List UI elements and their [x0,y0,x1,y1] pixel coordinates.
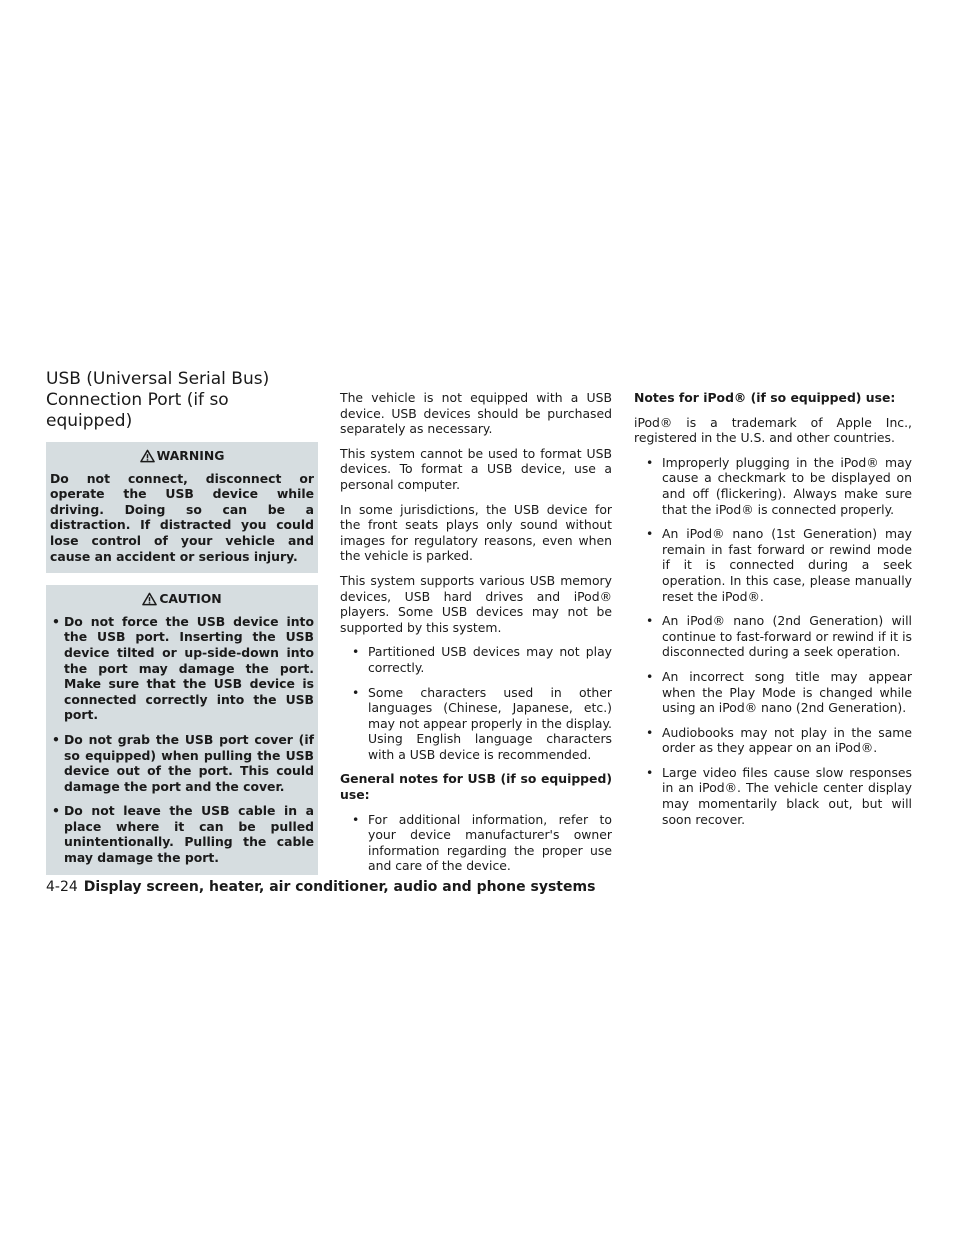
caution-box [46,585,318,875]
list-item: • Audiobooks may not play in the same order as they appear on an iPod®. [634,725,912,756]
section-title-line1: USB (Universal Serial Bus) [46,369,270,389]
warning-heading: WARNING [50,448,314,464]
caution-triangle-icon [142,592,157,606]
bullet-list [340,644,612,762]
list-item: • For additional information, refer to your device manufacturer's owner information regarding the proper use and care of the device. [340,812,612,874]
caution-item: • Do not leave the USB cable in a place where it can be pulled unintentionally. Pulling the cable may damage the port. [50,803,314,865]
section-title [46,369,318,432]
list-item: • Partitioned USB devices may not play correctly. [340,644,612,675]
warning-triangle-icon [140,449,155,463]
list-item: • Large video files cause slow responses in an iPod®. The vehicle center display may momentarily black out, but will soon recover. [634,765,912,827]
page-footer [46,878,595,896]
page-number: 4-24 [46,879,78,895]
bullet-list [634,455,912,827]
paragraph: This system cannot be used to format USB devices. To format a USB device, use a personal computer. [340,445,612,492]
list-item: • Some characters used in other languages (Chinese, Japanese, etc.) may not appear properly in the display. Using English language characters with a USB device is recommended. [340,685,612,763]
caution-heading: CAUTION [50,591,314,607]
list-item: • An iPod® nano (2nd Generation) will continue to fast-forward or rewind if it is disconnected during a seek operation. [634,613,912,660]
warning-text: Do not connect, disconnect or operate the USB device while driving. Doing so can be a distraction. If distracted you could lose control of your vehicle and cause an accident or serious injury. [50,470,314,564]
column-left [46,369,318,887]
caution-item: • Do not force the USB device into the USB port. Inserting the USB device tilted or up-side-down into the port may damage the port. Make sure that the USB device is connected correctly into the USB port. [50,614,314,723]
paragraph: iPod® is a trademark of Apple Inc., registered in the U.S. and other countries. [634,414,912,446]
list-item: • An incorrect song title may appear when the Play Mode is changed while using an iPod® nano (2nd Generation). [634,669,912,716]
column-right [634,390,912,836]
subheading: Notes for iPod® (if so equipped) use: [634,390,896,405]
section-title-line2: Connection Port (if so equipped) [46,390,229,431]
paragraph: This system supports various USB memory devices, USB hard drives and iPod® players. Some USB devices may not be supported by this system. [340,572,612,635]
chapter-title: Display screen, heater, air conditioner, audio and phone systems [83,879,596,895]
warning-box [46,442,318,573]
caution-item: • Do not grab the USB port cover (if so equipped) when pulling the USB device out of the port. This could damage the port and the cover. [50,732,314,794]
paragraph: In some jurisdictions, the USB device for the front seats plays only sound without images for regulatory reasons, even when the vehicle is parked. [340,501,612,564]
caution-list [50,614,314,866]
list-item: • An iPod® nano (1st Generation) may remain in fast forward or rewind mode if it is connected during a seek operation. In this case, please manually reset the iPod®. [634,526,912,604]
bullet-list [340,812,612,874]
subheading: General notes for USB (if so equipped) use: [340,771,612,803]
column-middle [340,390,612,883]
paragraph: The vehicle is not equipped with a USB device. USB devices should be purchased separately as necessary. [340,390,612,437]
list-item: • Improperly plugging in the iPod® may cause a checkmark to be displayed on and off (flickering). Always make sure that the iPod® is connected properly. [634,455,912,517]
